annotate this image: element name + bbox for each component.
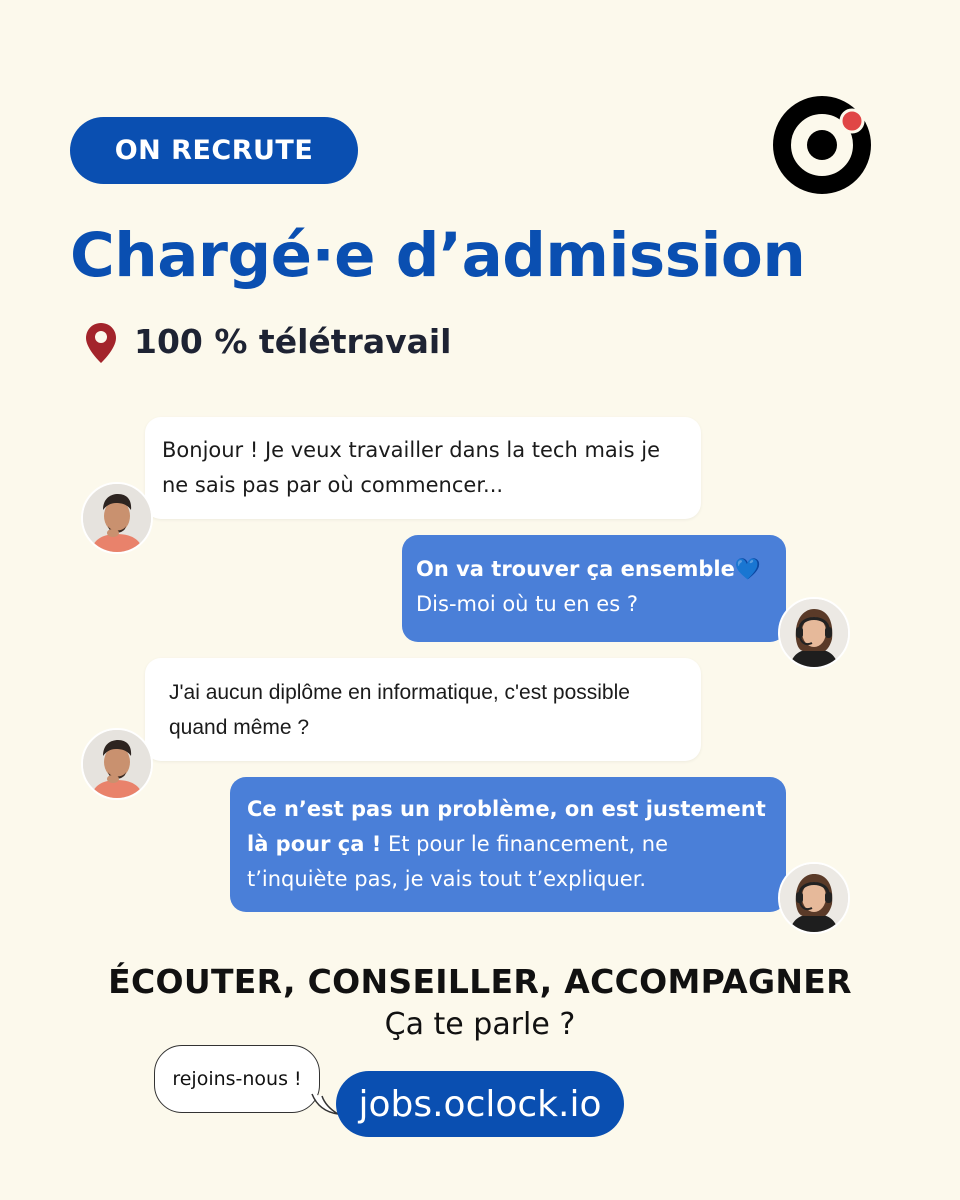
woman-headset-avatar-icon [780,599,848,667]
message-text: Et pour le financement, ne t’inquiète pas, je vais tout t’expliquer. [247,832,669,891]
avatar [81,728,153,800]
chat-message-advisor [230,777,786,912]
page-title: Chargé·e d’admission [70,220,806,291]
blue-heart-icon: 💙 [734,557,762,581]
man-avatar-icon [83,730,151,798]
chat-message-candidate [145,658,701,761]
message-text: J'ai aucun diplôme en informatique, c'est possible quand même ? [169,681,630,739]
message-bold-text: On va trouver ça ensemble [416,557,735,581]
man-avatar-icon [83,484,151,552]
jobs-link-button[interactable]: jobs.oclock.io [336,1071,624,1137]
chat-message-candidate [145,417,701,519]
message-bold-text: Ce n’est pas un problème, on est justement là pour ça ! [247,797,766,856]
woman-headset-avatar-icon [780,864,848,932]
question-text: Ça te parle ? [384,1007,576,1042]
message-text: Dis-moi où tu en es ? [416,592,638,616]
message-text: Bonjour ! Je veux travailler dans la tech mais je ne sais pas par où commencer... [162,438,660,497]
map-pin-icon [84,321,118,365]
recruiting-badge: ON RECRUTE [70,117,358,184]
avatar [778,862,850,934]
oclock-logo-icon [772,95,872,195]
tagline: ÉCOUTER, CONSEILLER, ACCOMPAGNER [108,962,852,1001]
join-us-bubble: rejoins-nous ! [154,1045,320,1113]
location-label: 100 % télétravail [134,322,452,361]
chat-message-advisor [402,535,786,642]
avatar [81,482,153,554]
avatar [778,597,850,669]
